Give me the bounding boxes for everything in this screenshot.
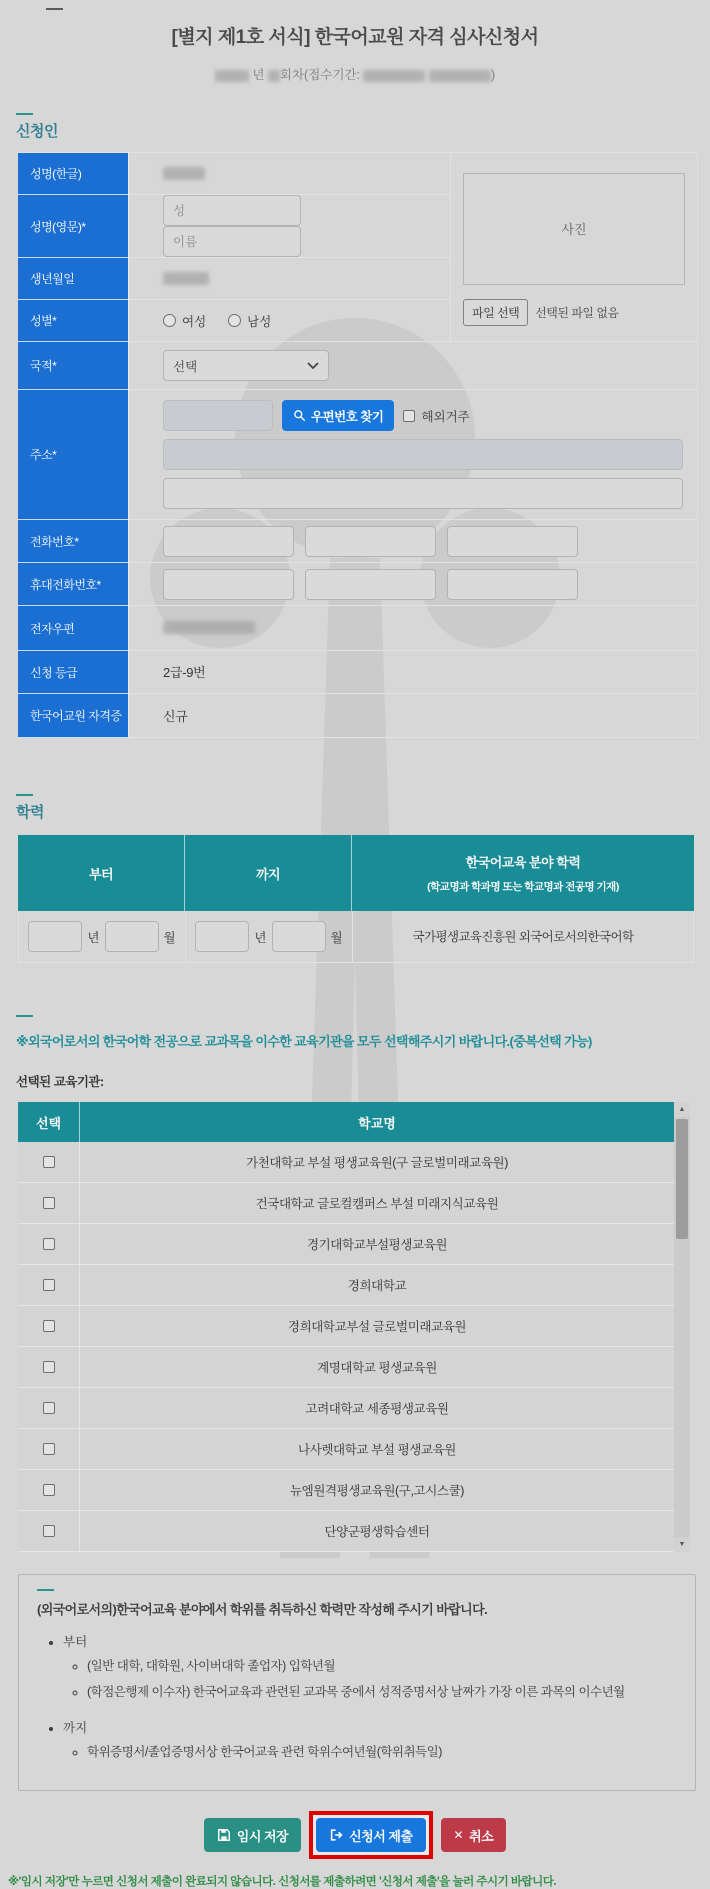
redacted-year	[215, 70, 249, 82]
guide-item-title: 까지	[63, 1721, 88, 1735]
scroll-up-icon[interactable]: ▲	[674, 1102, 690, 1117]
school-name: 경희대학교부설 글로벌미래교육원	[287, 1320, 467, 1334]
redacted-date-start	[363, 70, 425, 82]
school-checkbox[interactable]	[43, 1238, 55, 1250]
temp-save-button[interactable]	[204, 1818, 301, 1852]
selected-institutions-label: 선택된 교육기관:	[16, 1075, 104, 1089]
school-name: 계명대학교 평생교육원	[317, 1361, 437, 1375]
education-section-head	[16, 794, 710, 822]
education-table	[18, 835, 694, 963]
applicant-section-title: 신청인	[16, 123, 58, 140]
school-checkbox[interactable]	[43, 1361, 55, 1373]
school-name: 건국대학교 글로컬캠퍼스 부설 미래지식교육원	[255, 1197, 499, 1211]
edu-entry-value: 국가평생교육진흥원 외국어로서의한국어학	[412, 930, 634, 944]
guide-sub-item: ◦ (학점은행제 이수자) 한국어교육과 관련된 교과목 중에서 성적증명서상 날짜가 가장 이른 과목의 이수년월	[87, 1682, 677, 1702]
certificate-value: 신규	[163, 708, 188, 724]
school-name: 뉴엠원격평생교육원(구,고시스쿨)	[289, 1484, 465, 1498]
gender-male-label: 남성	[247, 314, 272, 329]
gender-male-radio[interactable]	[228, 312, 271, 330]
school-checkbox[interactable]	[43, 1484, 55, 1496]
subtitle-close-paren: )	[490, 68, 496, 82]
institution-row	[18, 1470, 674, 1511]
school-name: 경희대학교	[347, 1279, 407, 1293]
redacted-round	[268, 70, 280, 82]
nationality-select[interactable]	[163, 350, 329, 381]
gender-female-radio[interactable]	[163, 312, 206, 330]
label-nationality: 국적*	[18, 342, 128, 390]
school-name: 경기대학교부설평생교육원	[306, 1238, 448, 1252]
edu-to-year-input[interactable]	[195, 921, 249, 952]
postal-search-label: 우편번호 찾기	[311, 409, 384, 424]
submit-icon	[329, 1828, 343, 1842]
radio-icon	[163, 314, 176, 327]
edu-from-year-input[interactable]	[28, 921, 82, 952]
last-name-input[interactable]	[163, 195, 301, 226]
label-mobile: 휴대전화번호*	[18, 563, 128, 606]
education-section-title: 학력	[16, 804, 44, 821]
label-email: 전자우편	[18, 606, 128, 651]
school-checkbox[interactable]	[43, 1525, 55, 1537]
grade-value: 2급-9번	[163, 665, 206, 680]
institutions-notice: ※외국어로서의 한국어학 전공으로 교과목을 이수한 교육기관을 모두 선택해주시기 바랍니다.(중복선택 가능)	[16, 1034, 592, 1049]
institutions-header-row	[18, 1102, 674, 1142]
guide-sub-item: ◦ 학위증명서/졸업증명서상 한국어교육 관련 학위수여년월(학위취득일)	[87, 1742, 677, 1762]
mobile-part3-input[interactable]	[447, 569, 578, 600]
guide-box	[18, 1574, 696, 1791]
mobile-part1-input[interactable]	[163, 569, 294, 600]
search-icon	[293, 409, 306, 422]
institution-row	[18, 1347, 674, 1388]
label-grade: 신청 등급	[18, 651, 128, 694]
checkbox-icon	[403, 410, 415, 422]
page-title: [별지 제1호 서식] 한국어교원 자격 심사신청서	[171, 27, 539, 48]
label-name-kr: 성명(한글)	[18, 153, 128, 195]
guide-sub-item: ◦ (일반 대학, 대학원, 사이버대학 졸업자) 입학년월	[87, 1656, 677, 1676]
school-name: 고려대학교 세종평생교육원	[305, 1402, 449, 1416]
school-checkbox[interactable]	[43, 1279, 55, 1291]
institution-row	[18, 1265, 674, 1306]
redacted-name-kr	[163, 167, 205, 180]
guide-list	[63, 1632, 677, 1762]
col-select-header: 선택	[18, 1102, 80, 1142]
nationality-selected-value: 선택	[173, 359, 198, 374]
gender-female-label: 여성	[182, 314, 207, 329]
institutions-section-head	[16, 1015, 710, 1017]
section-dash	[16, 113, 33, 115]
overseas-label: 해외거주	[421, 409, 470, 424]
postal-code-input[interactable]	[163, 400, 273, 431]
label-birth: 생년월일	[18, 258, 128, 300]
subtitle-round-label: 회차(접수기간:	[279, 68, 360, 82]
label-address: 주소*	[18, 390, 128, 520]
label-gender: 성별*	[18, 300, 128, 342]
submit-highlight-annotation	[309, 1811, 432, 1859]
chevron-down-icon	[307, 362, 319, 370]
school-checkbox[interactable]	[43, 1443, 55, 1455]
submit-button[interactable]	[316, 1818, 425, 1852]
institution-row	[18, 1306, 674, 1347]
postal-search-button[interactable]	[282, 400, 394, 431]
school-name: 나사렛대학교 부설 평생교육원	[298, 1443, 456, 1457]
file-status-text: 선택된 파일 없음	[535, 305, 619, 320]
action-bar	[0, 1811, 710, 1859]
school-checkbox[interactable]	[43, 1156, 55, 1168]
school-checkbox[interactable]	[43, 1320, 55, 1332]
phone-part3-input[interactable]	[447, 526, 578, 557]
col-school-header: 학교명	[358, 1115, 396, 1131]
institution-row	[18, 1142, 674, 1183]
phone-part2-input[interactable]	[305, 526, 436, 557]
applicant-table	[18, 152, 698, 738]
file-select-button[interactable]: 파일 선택	[463, 299, 528, 326]
label-certificate: 한국어교원 자격증	[18, 694, 128, 738]
top-dash	[46, 8, 63, 10]
address-line1-input[interactable]	[163, 439, 683, 470]
redacted-birth	[163, 272, 209, 285]
cancel-label: 취소	[469, 1828, 494, 1844]
school-checkbox[interactable]	[43, 1197, 55, 1209]
temp-save-label: 임시 저장	[236, 1828, 289, 1844]
subtitle-year-label: 년	[252, 68, 265, 82]
radio-icon	[228, 314, 241, 327]
edu-col-field-title: 한국어교육 분야 학력	[465, 855, 581, 870]
save-icon	[217, 1828, 231, 1842]
applicant-section-head	[16, 113, 710, 141]
phone-part1-input[interactable]	[163, 526, 294, 557]
redacted-date-end	[429, 70, 491, 82]
year-label: 년	[254, 930, 267, 945]
photo-placeholder: 사진	[463, 173, 685, 285]
redacted-email	[163, 621, 255, 634]
section-dash	[16, 794, 33, 796]
institutions-table	[18, 1102, 690, 1552]
section-dash	[37, 1589, 54, 1591]
guide-item-title: 부터	[63, 1635, 88, 1649]
label-phone: 전화번호*	[18, 520, 128, 563]
year-label: 년	[87, 930, 100, 945]
bottom-footnote: ※'임시 저장'만 누르면 신청서 제출이 완료되지 않습니다. 신청서를 제출하려면 '신청서 제출'을 눌러 주시기 바랍니다.	[8, 1876, 557, 1888]
section-dash	[16, 1015, 33, 1017]
edu-col-field-sub: (학교명과 학과명 또는 학교명과 전공명 기재)	[427, 881, 619, 893]
edu-from-month-input[interactable]	[105, 921, 159, 952]
institution-row	[18, 1224, 674, 1265]
scroll-down-icon[interactable]: ▼	[674, 1537, 690, 1552]
edu-col-to: 까지	[185, 835, 352, 911]
institution-row	[18, 1429, 674, 1470]
month-label: 월	[330, 930, 343, 945]
first-name-input[interactable]	[163, 226, 301, 257]
address-line2-input[interactable]	[163, 478, 683, 509]
cancel-button[interactable]	[441, 1818, 507, 1852]
institution-row	[18, 1511, 674, 1552]
label-name-en: 성명(영문)*	[18, 195, 128, 258]
overseas-checkbox[interactable]	[403, 407, 469, 425]
guide-heading: (외국어로서의)한국어교육 분야에서 학위를 취득하신 학력만 작성해 주시기 바랍니다.	[37, 1602, 488, 1617]
edu-to-month-input[interactable]	[272, 921, 326, 952]
page-subtitle	[0, 65, 710, 83]
institution-row	[18, 1388, 674, 1429]
scrollbar[interactable]	[674, 1102, 690, 1552]
school-name: 단양군평생학습센터	[324, 1525, 430, 1539]
school-checkbox[interactable]	[43, 1402, 55, 1414]
mobile-part2-input[interactable]	[305, 569, 436, 600]
x-icon: ✕	[453, 1828, 464, 1842]
edu-col-from: 부터	[18, 835, 185, 911]
month-label: 월	[163, 930, 176, 945]
school-name: 가천대학교 부설 평생교육원(구 글로벌미래교육원)	[246, 1156, 508, 1170]
submit-label: 신청서 제출	[349, 1828, 413, 1844]
scrollbar-thumb[interactable]	[676, 1119, 688, 1239]
institution-row	[18, 1183, 674, 1224]
